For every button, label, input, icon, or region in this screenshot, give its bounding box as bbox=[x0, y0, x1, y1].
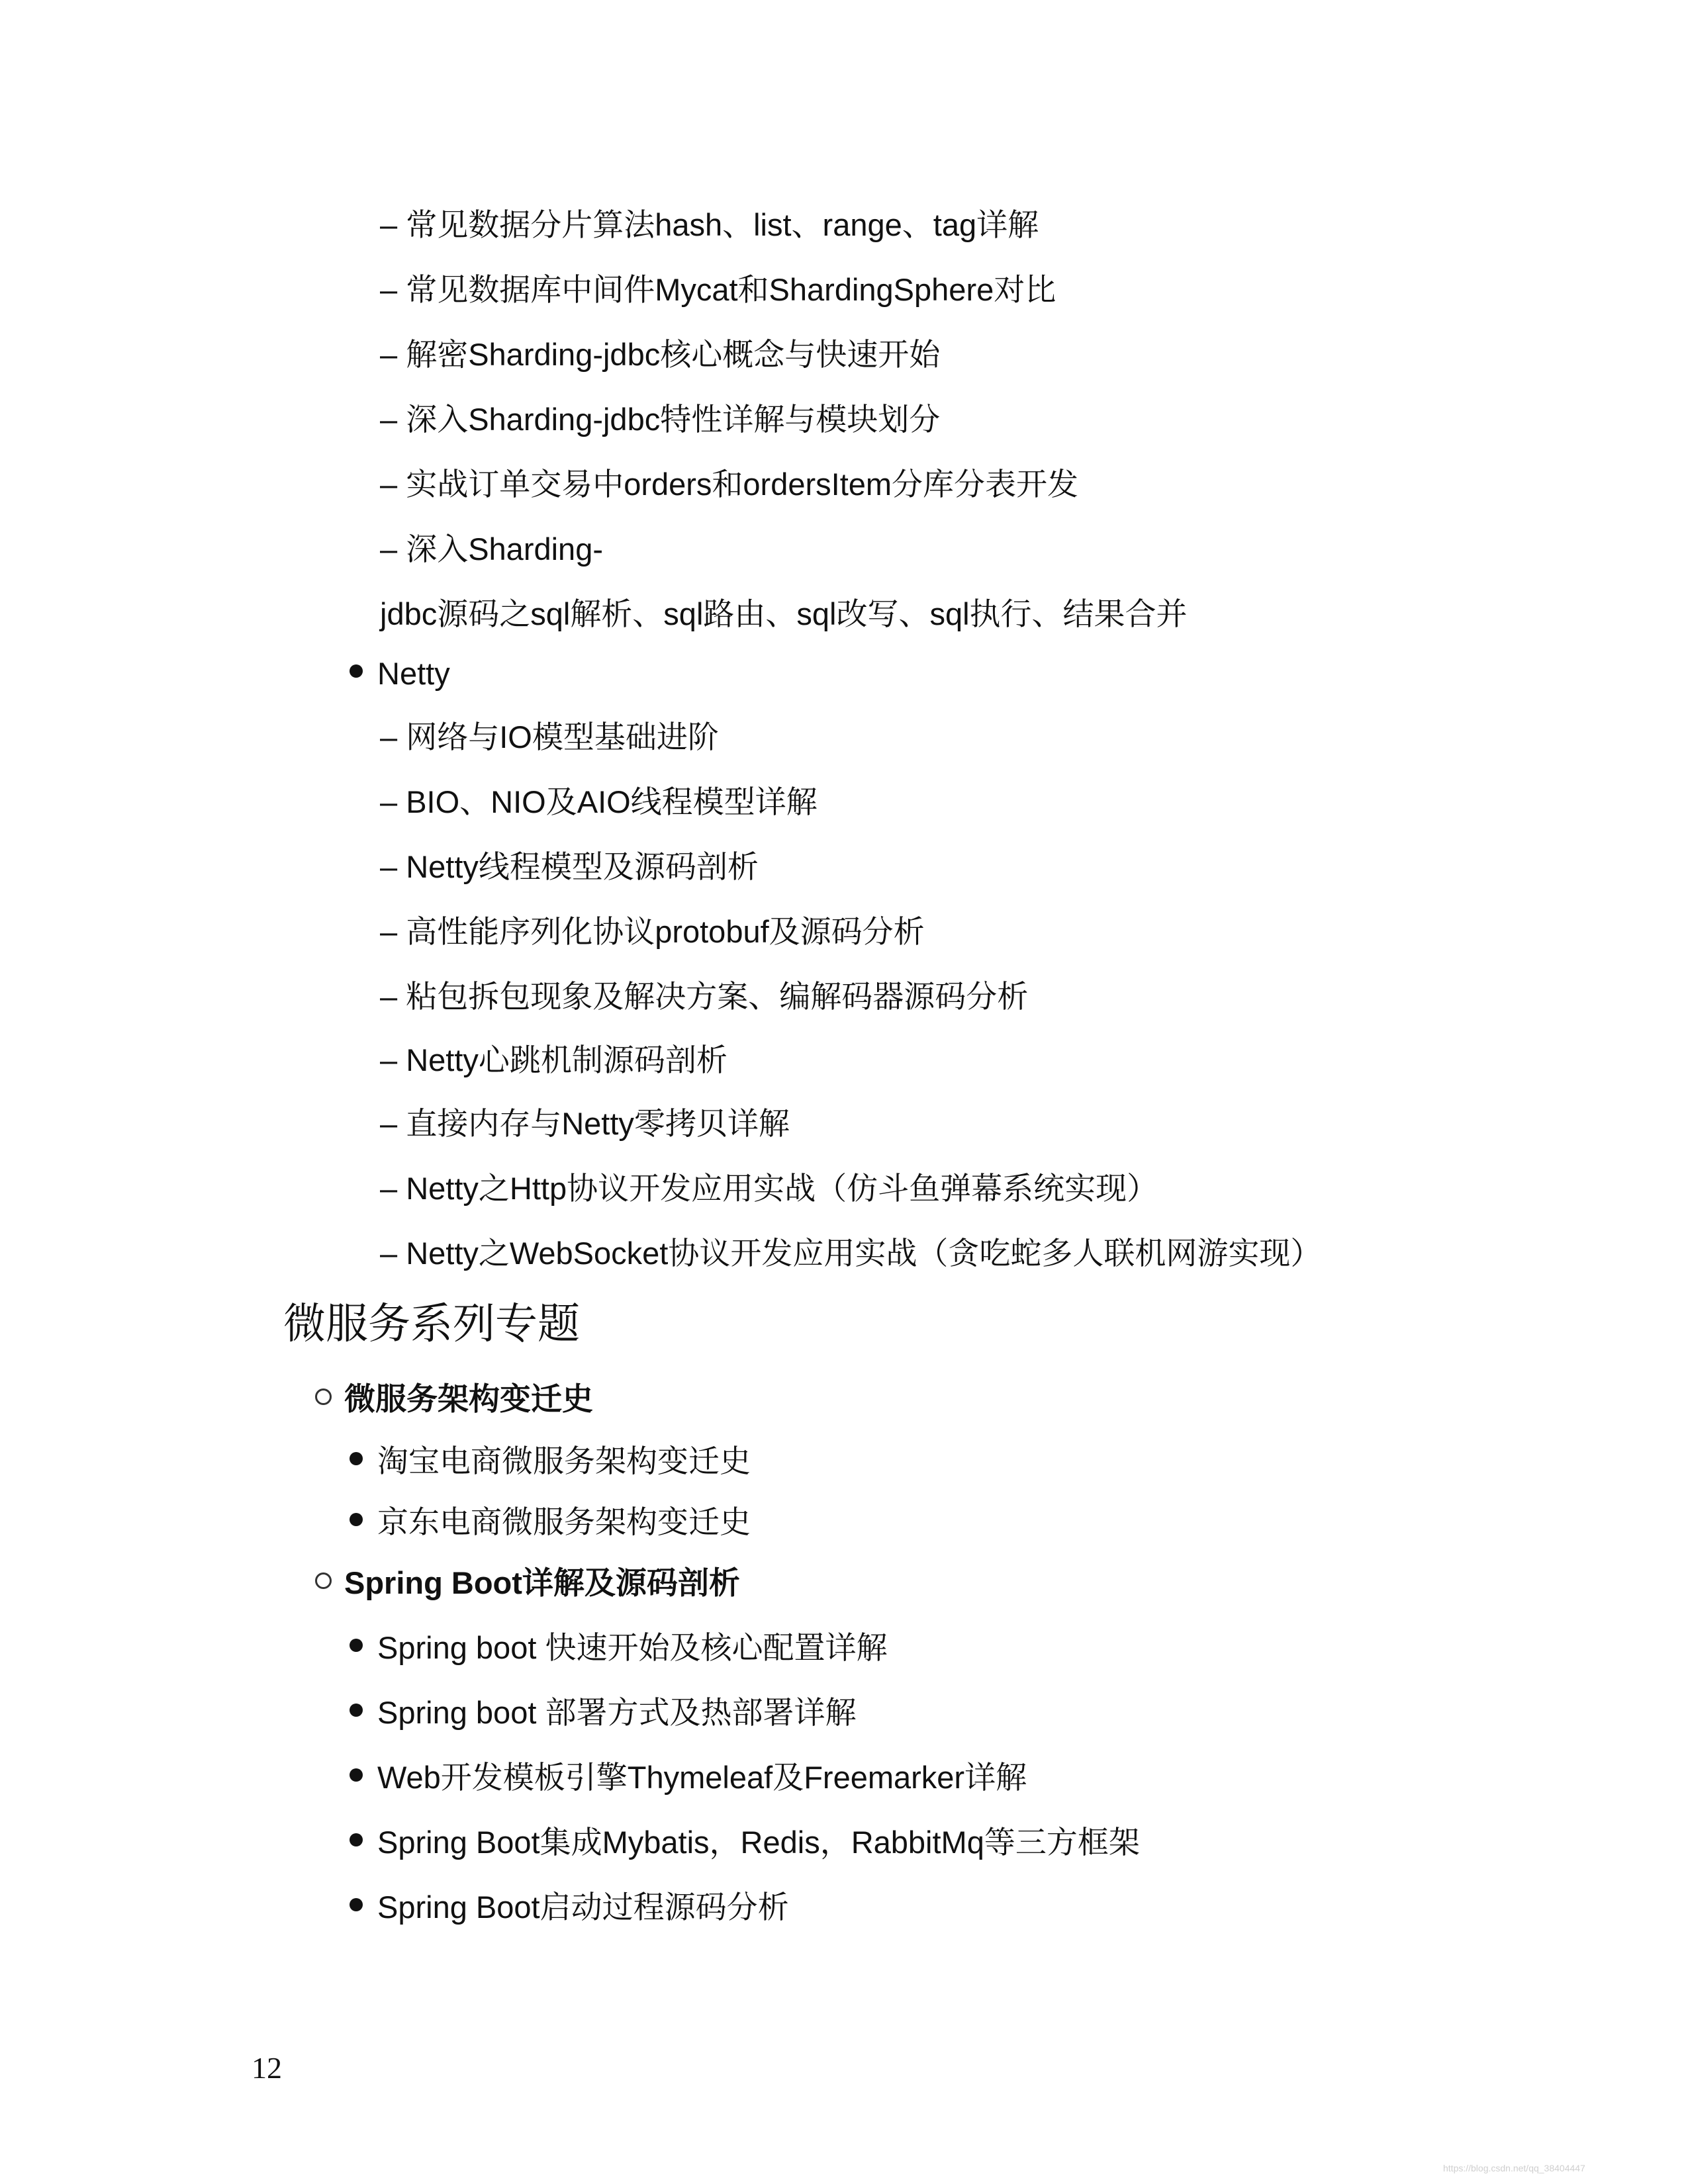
section-title: 微服务系列专题 bbox=[283, 1300, 580, 1347]
netty-item: – Netty之WebSocket协议开发应用实战（贪吃蛇多人联机网游实现） bbox=[380, 1236, 1322, 1271]
page-number: 12 bbox=[252, 2051, 282, 2085]
bullet-ring-icon bbox=[315, 1388, 332, 1405]
spring-boot-item: Spring boot 部署方式及热部署详解 bbox=[377, 1695, 857, 1730]
bullet-dot-icon bbox=[350, 1639, 363, 1652]
netty-item: – 高性能序列化协议protobuf及源码分析 bbox=[380, 914, 925, 949]
bullet-dot-icon bbox=[350, 1704, 363, 1717]
sharding-item: – 解密Sharding-jdbc核心概念与快速开始 bbox=[380, 337, 941, 372]
sharding-item: – 深入Sharding-jdbc特性详解与模块划分 bbox=[380, 402, 941, 437]
spring-boot-item: Spring boot 快速开始及核心配置详解 bbox=[377, 1630, 888, 1665]
spring-boot-item: Spring Boot集成Mybatis，Redis，RabbitMq等三方框架 bbox=[377, 1825, 1140, 1860]
bullet-dot-icon bbox=[350, 664, 363, 678]
spring-boot-item: Web开发模板引擎Thymeleaf及Freemarker详解 bbox=[377, 1760, 1027, 1795]
bullet-dot-icon bbox=[350, 1768, 363, 1782]
netty-item: – Netty之Http协议开发应用实战（仿斗鱼弹幕系统实现） bbox=[380, 1171, 1158, 1206]
netty-item: – 直接内存与Netty零拷贝详解 bbox=[380, 1106, 790, 1141]
sharding-item: – 实战订单交易中orders和ordersItem分库分表开发 bbox=[380, 467, 1079, 502]
bullet-ring-icon bbox=[315, 1572, 332, 1589]
sharding-item-wrap: jdbc源码之sql解析、sql路由、sql改写、sql执行、结果合并 bbox=[380, 596, 1188, 631]
microservice-history-item: 京东电商微服务架构变迁史 bbox=[377, 1504, 751, 1539]
microservice-history-item: 淘宝电商微服务架构变迁史 bbox=[377, 1443, 751, 1479]
bullet-dot-icon bbox=[350, 1833, 363, 1846]
netty-label: Netty bbox=[377, 656, 450, 691]
netty-item: – 网络与IO模型基础进阶 bbox=[380, 719, 719, 754]
netty-item: – Netty心跳机制源码剖析 bbox=[380, 1042, 727, 1077]
bullet-dot-icon bbox=[350, 1898, 363, 1911]
bullet-dot-icon bbox=[350, 1513, 363, 1526]
spring-boot-item: Spring Boot启动过程源码分析 bbox=[377, 1889, 789, 1925]
sharding-item: – 深入Sharding- bbox=[380, 531, 603, 567]
bullet-dot-icon bbox=[350, 1452, 363, 1465]
watermark: https://blog.csdn.net/qq_38404447 bbox=[1443, 2163, 1585, 2173]
netty-item: – 粘包拆包现象及解决方案、编解码器源码分析 bbox=[380, 979, 1029, 1014]
spring-boot-label: Spring Boot详解及源码剖析 bbox=[344, 1565, 740, 1600]
netty-item: – Netty线程模型及源码剖析 bbox=[380, 849, 759, 884]
sharding-item: – 常见数据库中间件Mycat和ShardingSphere对比 bbox=[380, 272, 1056, 307]
microservice-history-label: 微服务架构变迁史 bbox=[344, 1381, 593, 1416]
netty-item: – BIO、NIO及AIO线程模型详解 bbox=[380, 784, 818, 819]
sharding-item: – 常见数据分片算法hash、list、range、tag详解 bbox=[380, 207, 1039, 242]
